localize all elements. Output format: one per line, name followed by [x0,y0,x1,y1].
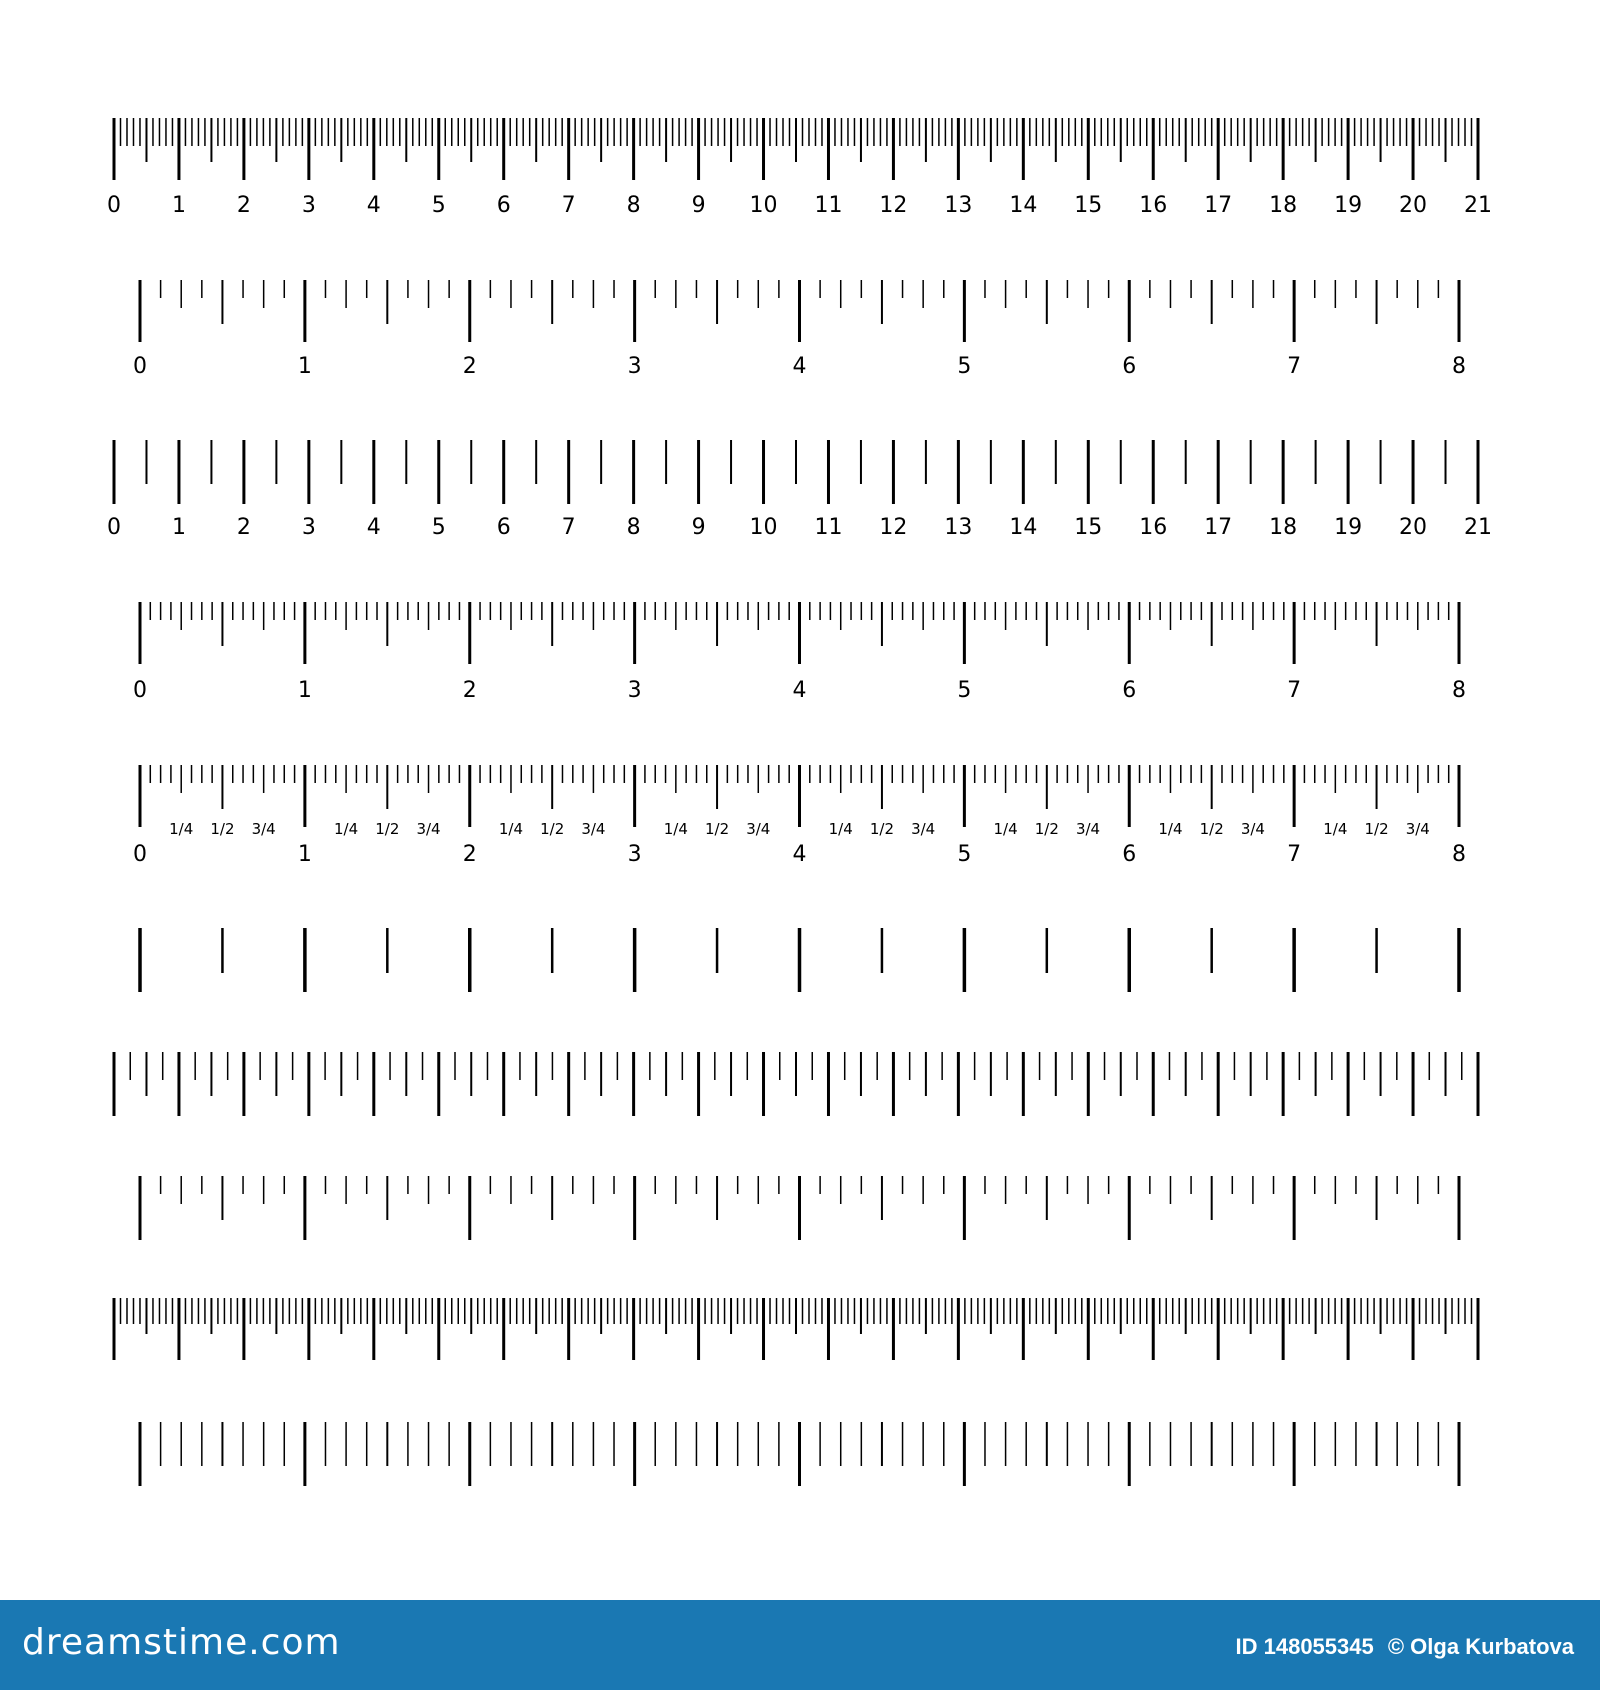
unit-label: 6 [1122,842,1137,867]
unit-label: 5 [431,193,446,218]
fraction-label: 1/2 [869,820,895,838]
fraction-label: 1/2 [704,820,730,838]
unit-label: 15 [1074,515,1103,540]
unit-label: 7 [561,193,576,218]
fraction-label: 1/4 [1323,820,1348,838]
unit-label: 3 [301,515,316,540]
fraction-label: 1/4 [334,820,359,838]
ruler-inch-eighths-8 [133,280,1466,379]
fraction-label: 1/2 [1199,820,1224,838]
unit-label: 7 [561,515,576,540]
unit-label: 2 [462,678,477,703]
fraction-label: 3/4 [581,820,606,838]
fraction-label: 3/4 [251,820,276,838]
unit-label: 2 [236,193,251,218]
unit-label: 13 [944,193,973,218]
unit-label: 15 [1074,193,1103,218]
fraction-label: 1/2 [375,820,400,838]
unit-label: 6 [1122,354,1137,379]
fraction-label: 3/4 [746,820,771,838]
unit-label: 2 [236,515,251,540]
unit-label: 4 [792,678,807,703]
unit-label: 13 [944,515,973,540]
unit-label: 8 [1452,678,1466,703]
unit-label: 4 [792,354,807,379]
unit-label: 3 [627,678,642,703]
unit-label: 21 [1464,515,1492,540]
ruler-inch-fractions-8 [133,765,1466,867]
unit-label: 19 [1334,515,1363,540]
unit-label: 0 [133,842,147,867]
author-credit: © Olga Kurbatova [1387,1634,1574,1659]
fraction-label: 3/4 [416,820,441,838]
unit-label: 20 [1399,515,1428,540]
unit-label: 4 [792,842,807,867]
unit-label: 1 [297,842,312,867]
fraction-label: 1/2 [1034,820,1059,838]
unit-label: 8 [626,193,641,218]
fraction-label: 1/2 [210,820,235,838]
fraction-label: 1/4 [169,820,194,838]
ruler-inch-sixteenths-8 [133,602,1466,703]
ruler-inch-eighths-uniform-8 [140,1422,1459,1486]
image-id: ID 148055345 [1235,1634,1374,1659]
fraction-label: 1/4 [1158,820,1183,838]
fraction-label: 1/4 [663,820,688,838]
unit-label: 17 [1204,515,1233,540]
unit-label: 1 [297,354,312,379]
fraction-label: 1/2 [540,820,565,838]
ruler-cm-quarter-21 [114,1052,1478,1116]
footer-bar [0,1600,1600,1690]
unit-label: 9 [691,515,706,540]
unit-label: 14 [1009,193,1038,218]
unit-label: 1 [171,193,186,218]
unit-label: 8 [1452,354,1466,379]
unit-label: 4 [366,193,381,218]
unit-label: 8 [1452,842,1466,867]
fraction-label: 1/4 [828,820,853,838]
fraction-label: 3/4 [1405,820,1430,838]
unit-label: 5 [957,678,972,703]
unit-label: 5 [957,354,972,379]
unit-label: 5 [957,842,972,867]
unit-label: 1 [171,515,186,540]
ruler-cm-mm-21 [107,118,1492,218]
unit-label: 4 [366,515,381,540]
ruler-cm-half-21 [107,440,1492,540]
unit-label: 7 [1287,842,1302,867]
unit-label: 7 [1287,678,1302,703]
fraction-label: 3/4 [911,820,936,838]
unit-label: 10 [749,515,778,540]
unit-label: 17 [1204,193,1233,218]
unit-label: 11 [814,193,843,218]
ruler-inch-eighths-plain-8 [140,1176,1459,1240]
unit-label: 5 [431,515,446,540]
unit-label: 16 [1139,193,1168,218]
unit-label: 18 [1269,515,1298,540]
unit-label: 20 [1399,193,1428,218]
image-credit [1228,1634,1575,1660]
dreamstime-logo[interactable]: dreamstime.com [22,1622,341,1663]
unit-label: 3 [627,842,642,867]
unit-label: 18 [1269,193,1298,218]
unit-label: 6 [496,515,511,540]
fraction-label: 1/2 [1364,820,1389,838]
fraction-label: 3/4 [1240,820,1265,838]
unit-label: 11 [814,515,843,540]
unit-label: 2 [462,842,477,867]
unit-label: 2 [462,354,477,379]
ruler-inch-halves-8 [140,928,1459,992]
unit-label: 8 [626,515,641,540]
unit-label: 21 [1464,193,1492,218]
unit-label: 9 [691,193,706,218]
unit-label: 3 [301,193,316,218]
unit-label: 0 [107,193,121,218]
unit-label: 14 [1009,515,1038,540]
fraction-label: 1/4 [993,820,1018,838]
unit-label: 10 [749,193,778,218]
ruler-cm-mm-plain-21 [114,1298,1478,1360]
unit-label: 12 [879,515,908,540]
unit-label: 19 [1334,193,1363,218]
unit-label: 3 [627,354,642,379]
unit-label: 6 [1122,678,1137,703]
unit-label: 0 [107,515,121,540]
unit-label: 12 [879,193,908,218]
unit-label: 16 [1139,515,1168,540]
unit-label: 0 [133,678,147,703]
unit-label: 6 [496,193,511,218]
unit-label: 1 [297,678,312,703]
unit-label: 7 [1287,354,1302,379]
fraction-label: 3/4 [1075,820,1101,838]
unit-label: 0 [133,354,147,379]
fraction-label: 1/4 [498,820,524,838]
